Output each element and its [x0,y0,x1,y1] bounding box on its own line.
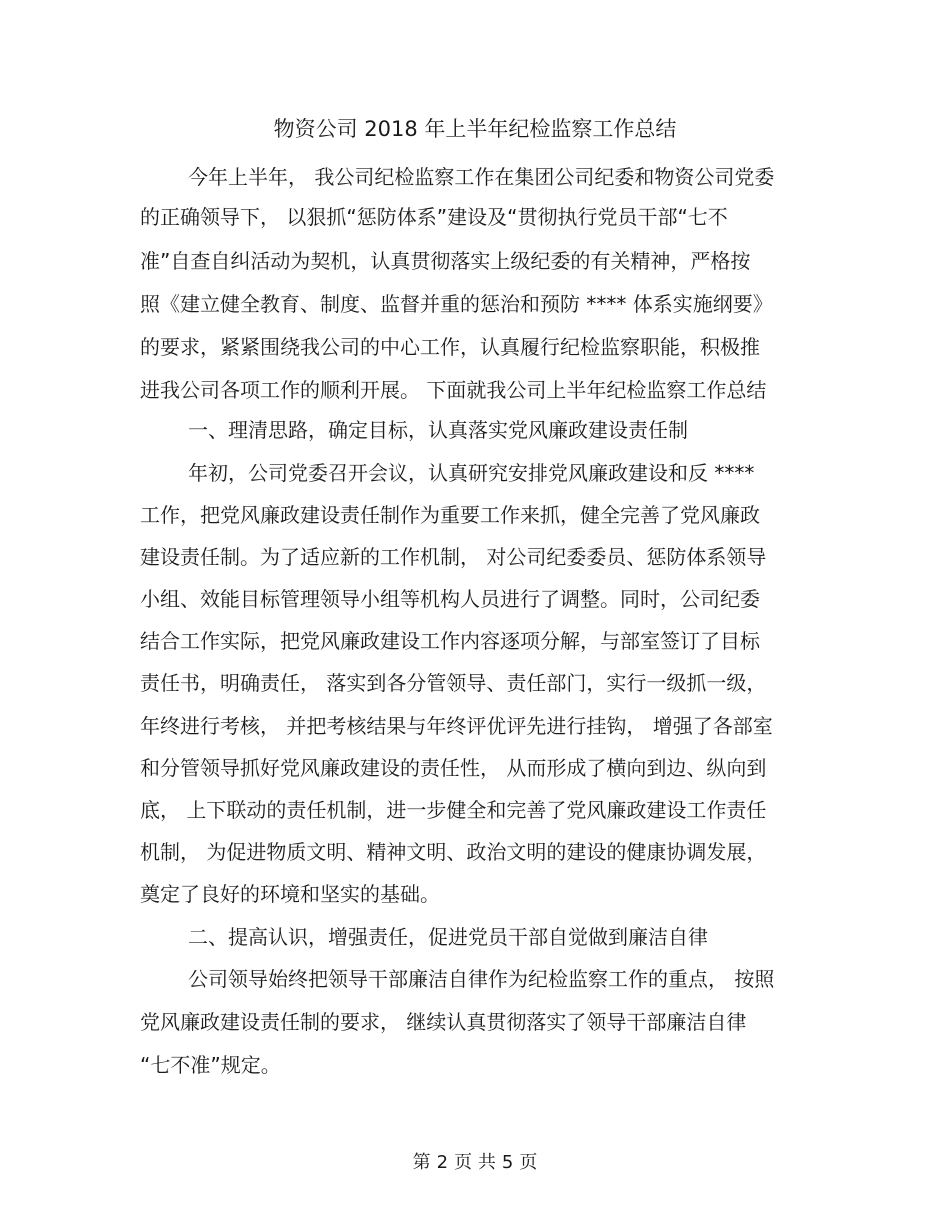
page-label-prefix: 第 [412,1152,431,1173]
paragraph-line: 今年上半年， 我公司纪检监察工作在集团公司纪委和物资公司党委 [188,165,775,189]
page-label-suffix: 页 [519,1152,538,1173]
paragraph-line: 党风廉政建设责任制的要求， 继续认真贯彻落实了领导干部廉洁自律 [140,1010,747,1034]
page-footer [0,1150,950,1176]
paragraph-line: 小组、效能目标管理领导小组等机构人员进行了调整。同时，公司纪委 [140,587,760,611]
section-heading: 一、理清思路，确定目标，认真落实党风廉政建设责任制 [188,418,688,442]
page-total: 5 [501,1152,514,1173]
document-title: 物资公司 2018 年上半年纪检监察工作总结 [273,117,677,141]
paragraph-line: 照《建立健全教育、制度、监督并重的惩治和预防 **** 体系实施纲要》 [140,292,773,316]
paragraph-line: 结合工作实际，把党风廉政建设工作内容逐项分解，与部室签订了目标 [140,629,760,653]
paragraph-line: 的要求，紧紧围绕我公司的中心工作，认真履行纪检监察职能，积极推 [140,335,760,359]
paragraph-line: 底， 上下联动的责任机制，进一步健全和完善了党风廉政建设工作责任 [140,798,767,822]
page-label-mid: 页 共 [454,1152,496,1173]
paragraph-line: 工作，把党风廉政建设责任制作为重要工作来抓，健全完善了党风廉政 [140,503,760,527]
paragraph-line: 的正确领导下， 以狠抓“惩防体系”建设及“贯彻执行党员干部“七不 [140,205,728,229]
paragraph-line: 准”自查自纠活动为契机，认真贯彻落实上级纪委的有关精神，严格按 [140,249,751,273]
paragraph-line: 和分管领导抓好党风廉政建设的责任性， 从而形成了横向到边、纵向到 [140,756,767,780]
paragraph-line: 进我公司各项工作的顺利开展。 下面就我公司上半年纪检监察工作总结 [140,378,767,402]
paragraph-line: 公司领导始终把领导干部廉洁自律作为纪检监察工作的重点， 按照 [188,967,775,991]
paragraph-line: 奠定了良好的环境和坚实的基础。 [140,882,440,906]
page-number: 2 [436,1152,449,1173]
paragraph-line: “七不准”规定。 [140,1053,281,1077]
paragraph-line: 建设责任制。为了适应新的工作机制， 对公司纪委委员、惩防体系领导 [140,545,767,569]
paragraph-line: 责任书，明确责任， 落实到各分管领导、责任部门，实行一级抓一级， [140,671,767,695]
paragraph-line: 机制， 为促进物质文明、精神文明、政治文明的建设的健康协调发展， [140,840,767,864]
section-heading: 二、提高认识，增强责任，促进党员干部自觉做到廉洁自律 [188,925,708,949]
paragraph-line: 年初，公司党委召开会议，认真研究安排党风廉政建设和反 **** [188,461,755,485]
paragraph-line: 年终进行考核， 并把考核结果与年终评优评先进行挂钩， 增强了各部室 [140,714,773,738]
